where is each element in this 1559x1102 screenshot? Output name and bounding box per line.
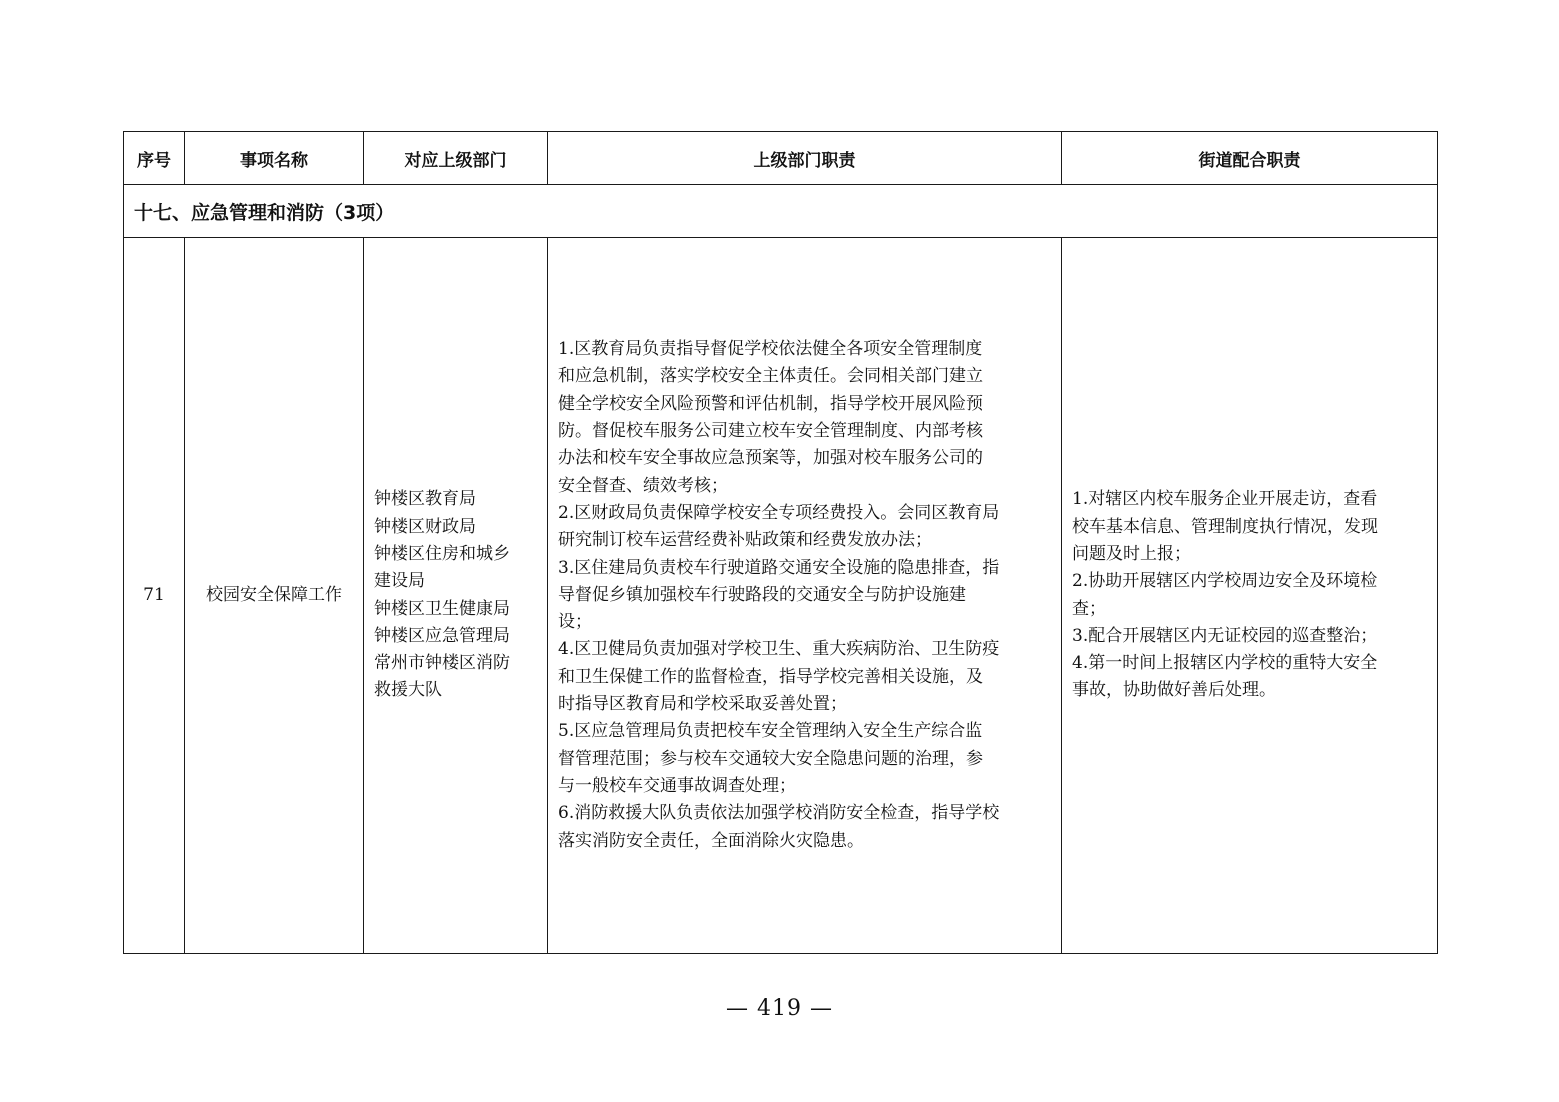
section-row (124, 185, 1438, 238)
duty-line: 健全学校安全风险预警和评估机制，指导学校开展风险预 (558, 393, 983, 414)
department-line: 钟楼区住房和城乡 (374, 543, 510, 564)
department-line: 常州市钟楼区消防 (374, 653, 510, 674)
department-line: 钟楼区教育局 (374, 489, 476, 510)
page-number: — 419 — (726, 996, 833, 1021)
street-duty-line: 校车基本信息、管理制度执行情况，发现 (1072, 516, 1378, 537)
duty-line: 与一般校车交通事故调查处理； (558, 775, 796, 796)
department-line: 钟楼区应急管理局 (374, 625, 510, 646)
header-department-duty: 上级部门职责 (548, 132, 1062, 185)
header-no: 序号 (124, 132, 185, 185)
duty-line: 和卫生保健工作的监督检查，指导学校完善相关设施，及 (558, 666, 983, 687)
duty-line: 督管理范围；参与校车交通较大安全隐患问题的治理，参 (558, 748, 983, 769)
department-duty-list (548, 336, 1061, 855)
street-duty-list (1062, 486, 1437, 704)
table-row (124, 238, 1438, 954)
department-list (364, 486, 547, 704)
table-header-row (124, 132, 1438, 185)
duty-line: 2.区财政局负责保障学校安全专项经费投入。会同区教育局 (558, 502, 1000, 523)
responsibility-table (123, 131, 1438, 954)
duty-line: 6.消防救援大队负责依法加强学校消防安全检查，指导学校 (558, 803, 1000, 824)
duty-line: 设； (558, 612, 592, 633)
department-line: 救援大队 (374, 680, 442, 701)
street-duty-line: 1.对辖区内校车服务企业开展走访，查看 (1072, 489, 1378, 510)
duty-line: 1.区教育局负责指导督促学校依法健全各项安全管理制度 (558, 339, 983, 360)
street-duty-line: 事故，协助做好善后处理。 (1072, 680, 1276, 701)
section-title: 十七、应急管理和消防（3项） (124, 185, 1438, 238)
duty-line: 和应急机制，落实学校安全主体责任。会同相关部门建立 (558, 366, 983, 387)
item-name: 校园安全保障工作 (185, 238, 364, 954)
street-duty-cell (1062, 238, 1438, 954)
duty-line: 3.区住建局负责校车行驶道路交通安全设施的隐患排查，指 (558, 557, 1000, 578)
department-line: 钟楼区财政局 (374, 516, 476, 537)
duty-line: 防。督促校车服务公司建立校车安全管理制度、内部考核 (558, 421, 983, 442)
header-department: 对应上级部门 (364, 132, 548, 185)
street-duty-line: 问题及时上报； (1072, 543, 1191, 564)
header-item-name: 事项名称 (185, 132, 364, 185)
duty-line: 4.区卫健局负责加强对学校卫生、重大疾病防治、卫生防疫 (558, 639, 1000, 660)
header-street-duty: 街道配合职责 (1062, 132, 1438, 185)
row-number: 71 (124, 238, 185, 954)
street-duty-line: 查； (1072, 598, 1106, 619)
street-duty-line: 3.配合开展辖区内无证校园的巡查整治； (1072, 625, 1378, 646)
duty-line: 落实消防安全责任，全面消除火灾隐患。 (558, 830, 864, 851)
duty-line: 办法和校车安全事故应急预案等，加强对校车服务公司的 (558, 448, 983, 469)
street-duty-line: 4.第一时间上报辖区内学校的重特大安全 (1072, 653, 1378, 674)
department-list-cell (364, 238, 548, 954)
duty-line: 5.区应急管理局负责把校车安全管理纳入安全生产综合监 (558, 721, 983, 742)
duty-line: 安全督查、绩效考核； (558, 475, 728, 496)
duty-line: 研究制订校车运营经费补贴政策和经费发放办法； (558, 530, 932, 551)
duty-line: 导督促乡镇加强校车行驶路段的交通安全与防护设施建 (558, 584, 966, 605)
street-duty-line: 2.协助开展辖区内学校周边安全及环境检 (1072, 571, 1378, 592)
department-line: 钟楼区卫生健康局 (374, 598, 510, 619)
department-line: 建设局 (374, 571, 425, 592)
duty-line: 时指导区教育局和学校采取妥善处置； (558, 694, 847, 715)
department-duty-cell (548, 238, 1062, 954)
